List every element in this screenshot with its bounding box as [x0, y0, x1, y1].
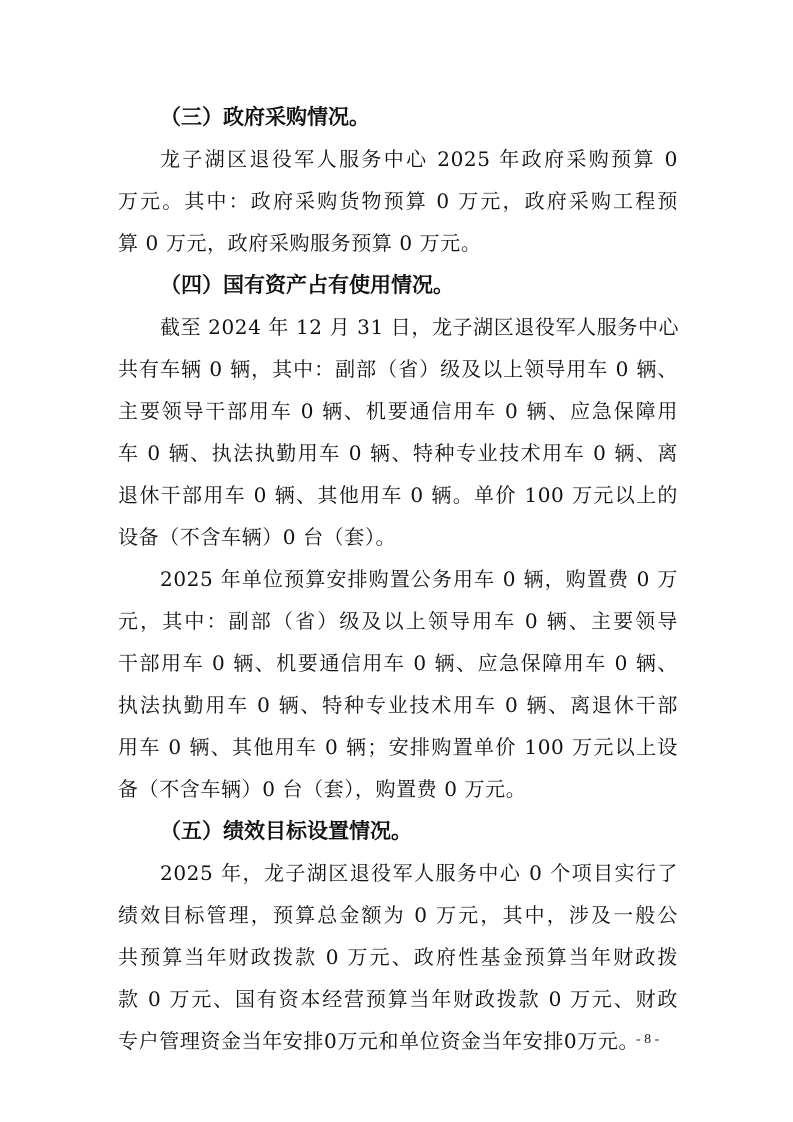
text-line: 专户管理资金当年安排0万元和单位资金当年安排0万元。 [118, 1029, 640, 1053]
paragraph [118, 306, 678, 558]
text-line: 绩效目标管理，预算总金额为 0 万元，其中，涉及一般公 [118, 903, 678, 927]
section-heading: （三）政府采购情况。 [160, 105, 370, 129]
text-line: 执法执勤用车 0 辆、特种专业技术用车 0 辆、离退休干部 [118, 693, 678, 717]
text-line: 干部用车 0 辆、机要通信用车 0 辆、应急保障用车 0 辆、 [118, 651, 678, 675]
page-body [118, 96, 678, 1062]
text-line: 截至 2024 年 12 月 31 日，龙子湖区退役军人服务中心 [160, 315, 680, 339]
text-line: 车 0 辆、执法执勤用车 0 辆、特种专业技术用车 0 辆、离 [118, 441, 678, 465]
text-line: 共有车辆 0 辆，其中：副部（省）级及以上领导用车 0 辆、 [118, 357, 678, 381]
paragraph [118, 558, 678, 810]
text-line: 2025 年单位预算安排购置公务用车 0 辆，购置费 0 万 [160, 567, 678, 591]
text-line: 用车 0 辆、其他用车 0 辆；安排购置单价 100 万元以上设 [118, 735, 678, 759]
text-line: 共预算当年财政拨款 0 万元、政府性基金预算当年财政拨 [118, 945, 678, 969]
text-line: 龙子湖区退役军人服务中心 2025 年政府采购预算 0 [160, 147, 678, 171]
page-number: - 8 - [636, 1032, 660, 1047]
text-line: 主要领导干部用车 0 辆、机要通信用车 0 辆、应急保障用 [118, 399, 678, 423]
section-heading: （四）国有资产占有使用情况。 [160, 273, 454, 297]
text-line: 退休干部用车 0 辆、其他用车 0 辆。单价 100 万元以上的 [118, 483, 678, 507]
text-line: 万元。其中：政府采购货物预算 0 万元，政府采购工程预 [118, 189, 678, 213]
paragraph [118, 852, 678, 1062]
text-line: 2025 年，龙子湖区退役军人服务中心 0 个项目实行了 [160, 861, 678, 885]
text-line: 款 0 万元、国有资本经营预算当年财政拨款 0 万元、财政 [118, 987, 678, 1011]
text-line: 算 0 万元，政府采购服务预算 0 万元。 [118, 231, 482, 255]
text-line: 备（不含车辆）0 台（套），购置费 0 万元。 [118, 777, 527, 801]
text-line: 元，其中：副部（省）级及以上领导用车 0 辆、主要领导 [118, 609, 678, 633]
text-line: 设备（不含车辆）0 台（套）。 [118, 525, 397, 549]
section-heading: （五）绩效目标设置情况。 [160, 819, 412, 843]
paragraph [118, 138, 678, 264]
